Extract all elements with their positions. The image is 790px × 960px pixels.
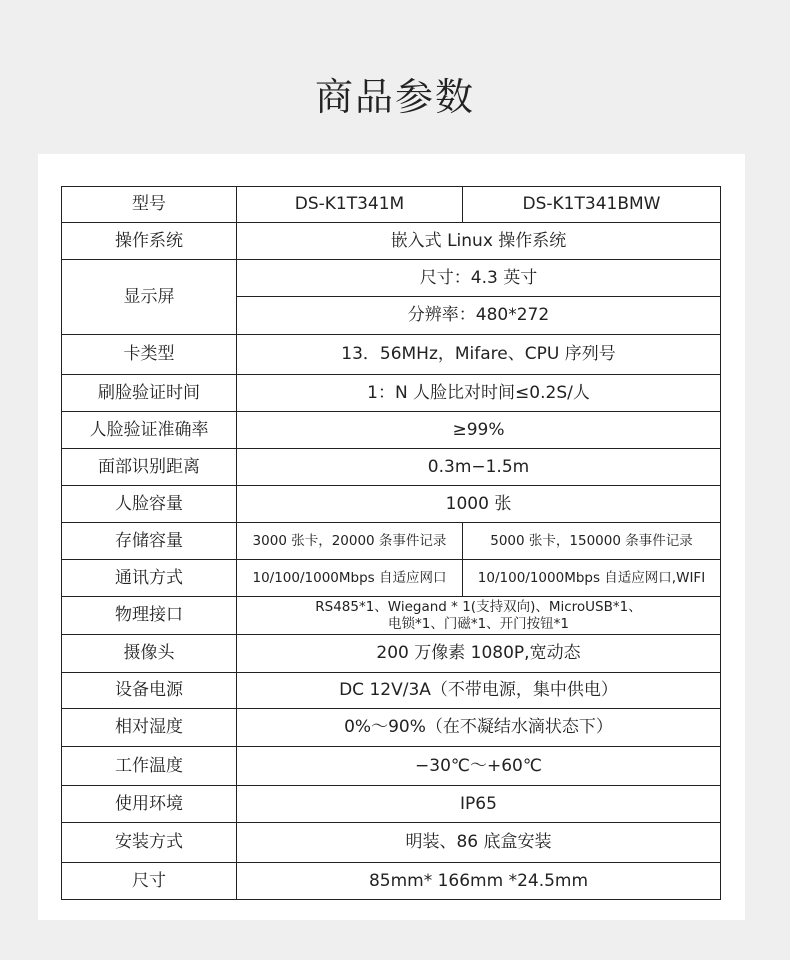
row-face-distance [62, 449, 721, 486]
row-temperature [62, 747, 721, 786]
os-value: 嵌入式 Linux 操作系统 [237, 223, 721, 260]
row-label: 卡类型 [62, 335, 237, 375]
spec-card [38, 154, 745, 920]
storage-value-2: 5000 张卡，150000 条事件记录 [463, 523, 721, 560]
network-value-1: 10/100/1000Mbps 自适应网口 [237, 560, 463, 597]
card-type-value: 13．56MHz，Mifare、CPU 序列号 [237, 335, 721, 375]
row-label: 人脸容量 [62, 486, 237, 523]
row-installation [62, 823, 721, 863]
row-face-capacity [62, 486, 721, 523]
model-value-2: DS-K1T341BMW [463, 187, 721, 223]
camera-value: 200 万像素 1080P,宽动态 [237, 635, 721, 673]
row-camera [62, 635, 721, 673]
row-storage [62, 523, 721, 560]
row-dimensions [62, 863, 721, 900]
temperature-value: −30℃～+60℃ [237, 747, 721, 786]
row-face-accuracy [62, 412, 721, 449]
face-time-value: 1：N 人脸比对时间≤0.2S/人 [237, 375, 721, 412]
row-label: 安装方式 [62, 823, 237, 863]
dimensions-value: 85mm* 166mm *24.5mm [237, 863, 721, 900]
row-os [62, 223, 721, 260]
environment-value: IP65 [237, 786, 721, 823]
row-label: 物理接口 [62, 597, 237, 635]
row-label: 显示屏 [62, 260, 237, 335]
humidity-value: 0%～90%（在不凝结水滴状态下） [237, 709, 721, 747]
row-power [62, 673, 721, 709]
row-label: 存储容量 [62, 523, 237, 560]
network-value-2: 10/100/1000Mbps 自适应网口,WIFI [463, 560, 721, 597]
row-label: 使用环境 [62, 786, 237, 823]
display-size-value: 尺寸：4.3 英寸 [237, 260, 721, 297]
row-model [62, 187, 721, 223]
row-label: 设备电源 [62, 673, 237, 709]
interface-line-2: 电锁*1、门磁*1、开门按钮*1 [387, 615, 570, 632]
row-humidity [62, 709, 721, 747]
row-label: 工作温度 [62, 747, 237, 786]
row-label: 人脸验证准确率 [62, 412, 237, 449]
row-display-size [62, 260, 721, 297]
row-label: 面部识别距离 [62, 449, 237, 486]
model-value-1: DS-K1T341M [237, 187, 463, 223]
row-label: 相对湿度 [62, 709, 237, 747]
row-interface [62, 597, 721, 635]
row-label: 通讯方式 [62, 560, 237, 597]
display-resolution-value: 分辨率：480*272 [237, 297, 721, 335]
row-label: 操作系统 [62, 223, 237, 260]
row-label: 尺寸 [62, 863, 237, 900]
row-label: 刷脸验证时间 [62, 375, 237, 412]
storage-value-1: 3000 张卡，20000 条事件记录 [237, 523, 463, 560]
installation-value: 明装、86 底盒安装 [237, 823, 721, 863]
power-value: DC 12V/3A（不带电源，集中供电） [237, 673, 721, 709]
page-title: 商品参数 [314, 75, 475, 119]
interface-value [237, 597, 721, 635]
interface-line-1: RS485*1、Wiegand * 1(支持双向)、MicroUSB*1、 [315, 598, 642, 615]
face-capacity-value: 1000 张 [237, 486, 721, 523]
face-accuracy-value: ≥99% [237, 412, 721, 449]
row-face-time [62, 375, 721, 412]
row-label: 摄像头 [62, 635, 237, 673]
face-distance-value: 0.3m−1.5m [237, 449, 721, 486]
row-network [62, 560, 721, 597]
row-label: 型号 [62, 187, 237, 223]
row-card-type [62, 335, 721, 375]
row-environment [62, 786, 721, 823]
spec-table [61, 186, 721, 900]
